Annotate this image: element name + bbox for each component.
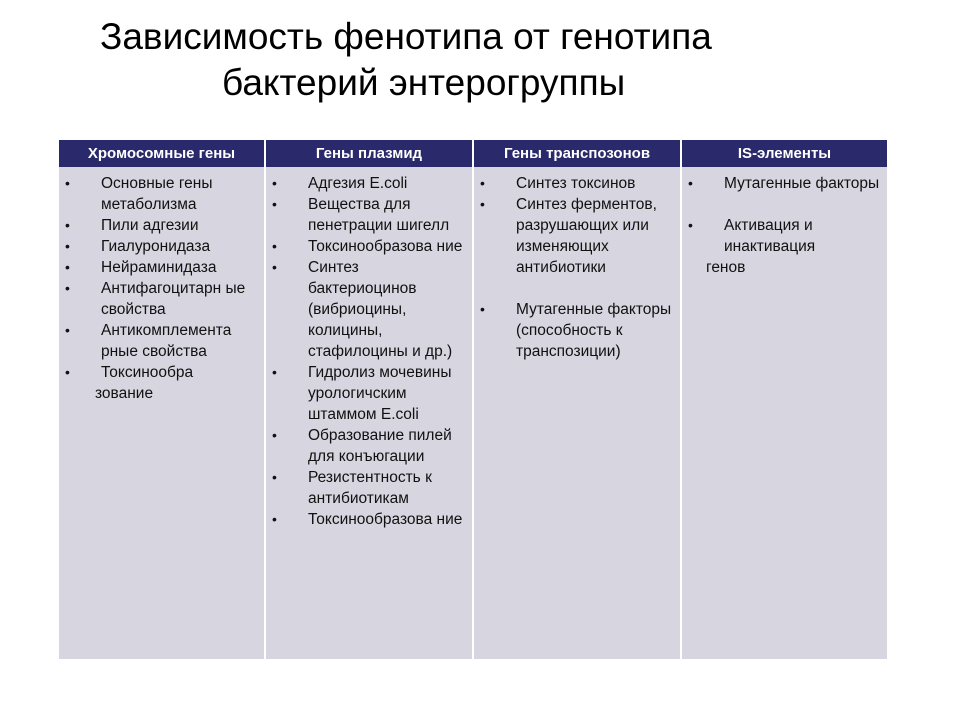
list-item: • Образование пилей для конъюгации [266,425,470,467]
list-item-text-tail: генов [706,259,746,276]
list-item: • Синтез токсинов [474,173,678,194]
list-item: • Антикомплемента рные свойства [59,320,262,362]
list-item-text-continued: инактивация [724,238,816,255]
header-plasmid-genes: Гены плазмид [265,140,473,167]
slide-title-line-2: бактерий энтерогруппы [222,62,626,103]
plasmid-genes-list [266,173,470,530]
list-item: • Синтез ферментов, разрушающих или изменяющих антибиотики [474,194,678,278]
cell-plasmid-genes [265,167,473,659]
list-item: • Токсинообразова ние [266,236,470,257]
is-elements-list [682,173,885,278]
list-item: • Гидролиз мочевины урологичским штаммом E.coli [266,362,470,425]
table-body-row [58,167,888,659]
slide-title-line-1: Зависимость фенотипа от генотипа [100,16,712,57]
list-item [59,362,262,404]
transposon-genes-list [474,173,678,362]
genes-table [57,140,889,659]
list-item: • Резистентность к антибиотикам [266,467,470,509]
list-item: • Токсинообразова ние [266,509,470,530]
list-item: • Гиалуронидаза [59,236,262,257]
list-item: • Антифагоцитарн ые свойства [59,278,262,320]
slide-title [0,14,960,106]
list-item: • Синтез бактериоцинов (вибриоцины, колицины, стафилоцины и др.) [266,257,470,362]
list-item-text-continued: зование [95,385,154,402]
list-item [682,215,885,278]
cell-chromosomal-genes [58,167,265,659]
list-item: • Вещества для пенетрации шигелл [266,194,470,236]
list-item: • Основные гены метаболизма [59,173,262,215]
list-item: • Пили адгезии [59,215,262,236]
chromosomal-genes-list [59,173,262,404]
header-chromosomal-genes: Хромосомные гены [58,140,265,167]
header-transposon-genes: Гены транспозонов [473,140,681,167]
cell-is-elements [681,167,888,659]
list-item: • Мутагенные факторы [682,173,885,194]
cell-transposon-genes [473,167,681,659]
list-item-text: Активация и [724,217,813,234]
list-item-text: Токсинообра [101,364,194,381]
list-item: • Мутагенные факторы (способность к транспозиции) [474,299,678,362]
header-is-elements: IS-элементы [681,140,888,167]
list-item: • Нейраминидаза [59,257,262,278]
list-item: • Адгезия E.coli [266,173,470,194]
table-header-row [58,140,888,167]
